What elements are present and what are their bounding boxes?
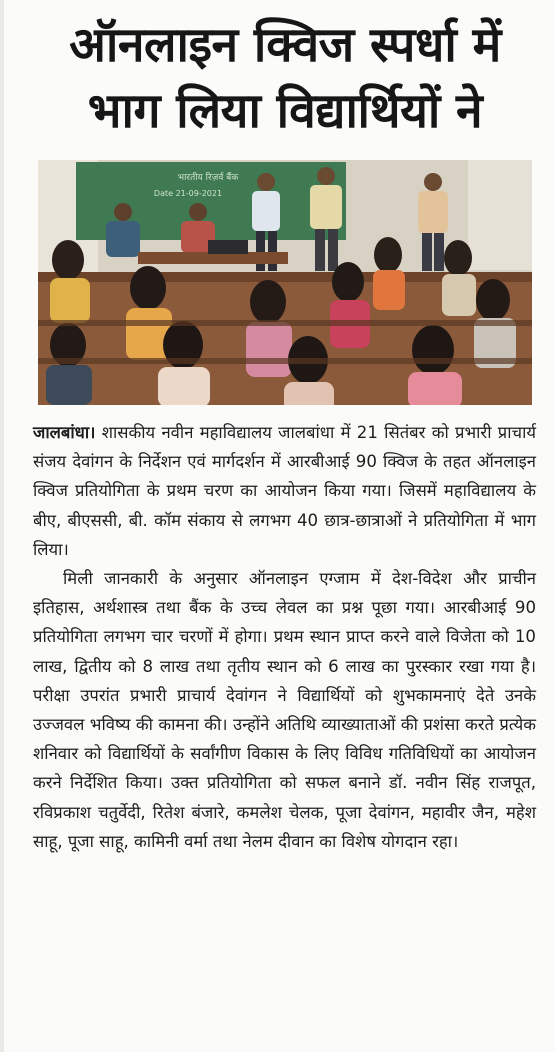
article-paragraph [33, 418, 536, 564]
classroom-photo [38, 160, 532, 405]
article-paragraph: मिली जानकारी के अनुसार ऑनलाइन एग्जाम में देश-विदेश और प्राचीन इतिहास, अर्थशास्त्र तथा बैंक के उच्च लेवल का प्रश्न पूछा गया। आरबीआई 90 प्रतियोगिता लगभग चार चरणों में होगा। प्रथम स्थान प्राप्त करने वाले विजेता को 10 लाख, द्वितीय को 8 लाख तथा तृतीय स्थान को 6 लाख का पुरस्कार रखा गया है। परीक्षा उपरांत प्रभारी प्राचार्य देवांगन ने विद्यार्थियों को शुभकामनाएं देते उनके उज्जवल भविष्य की कामना की। उन्होंने अतिथि व्याख्याताओं की प्रशंसा करते प्रत्येक शनिवार को विद्यार्थियों के सर्वांगीण विकास के लिए विविध गतिविधियों का आयोजन करने निर्देशित किया। उक्त प्रतियोगिता को सफल बनाने डॉ. नवीन सिंह राजपूत, रविप्रकाश चतुर्वेदी, रितेश बंजारे, कमलेश चेलक, पूजा देवांगन, महावीर जैन, महेश साहू, पूजा साहू, कामिनी वर्मा तथा नेलम दीवान का विशेष योगदान रहा। [33, 569, 536, 851]
dateline: जालबांधा। [33, 423, 96, 442]
headline-line-2: भाग लिया विद्यार्थियों ने [87, 83, 483, 139]
board-text-1: भारतीय रिज़र्व बैंक [177, 173, 239, 183]
paragraph-1-text: शासकीय नवीन महाविद्यालय जालबांधा में 21 सितंबर को प्रभारी प्राचार्य संजय देवांगन के निर्देशन एवं मार्गदर्शन में आरबीआई 90 क्विज के तहत ऑनलाइन क्विज प्रतियोगिता के प्रथम चरण का आयोजन किया गया। जिसमें महाविद्यालय के बीए, बीएससी, बी. कॉम संकाय से लगभग 40 छात्र-छात्राओं ने प्रतियोगिता में भाग लिया। [33, 423, 536, 559]
headline [20, 12, 550, 144]
board-text-2: Date 21-09-2021 [153, 189, 223, 198]
headline-line-1: ऑनलाइन क्विज स्पर्धा में [69, 17, 501, 73]
column-rule [0, 0, 4, 1052]
news-photo [38, 160, 532, 405]
article-body [33, 418, 536, 856]
